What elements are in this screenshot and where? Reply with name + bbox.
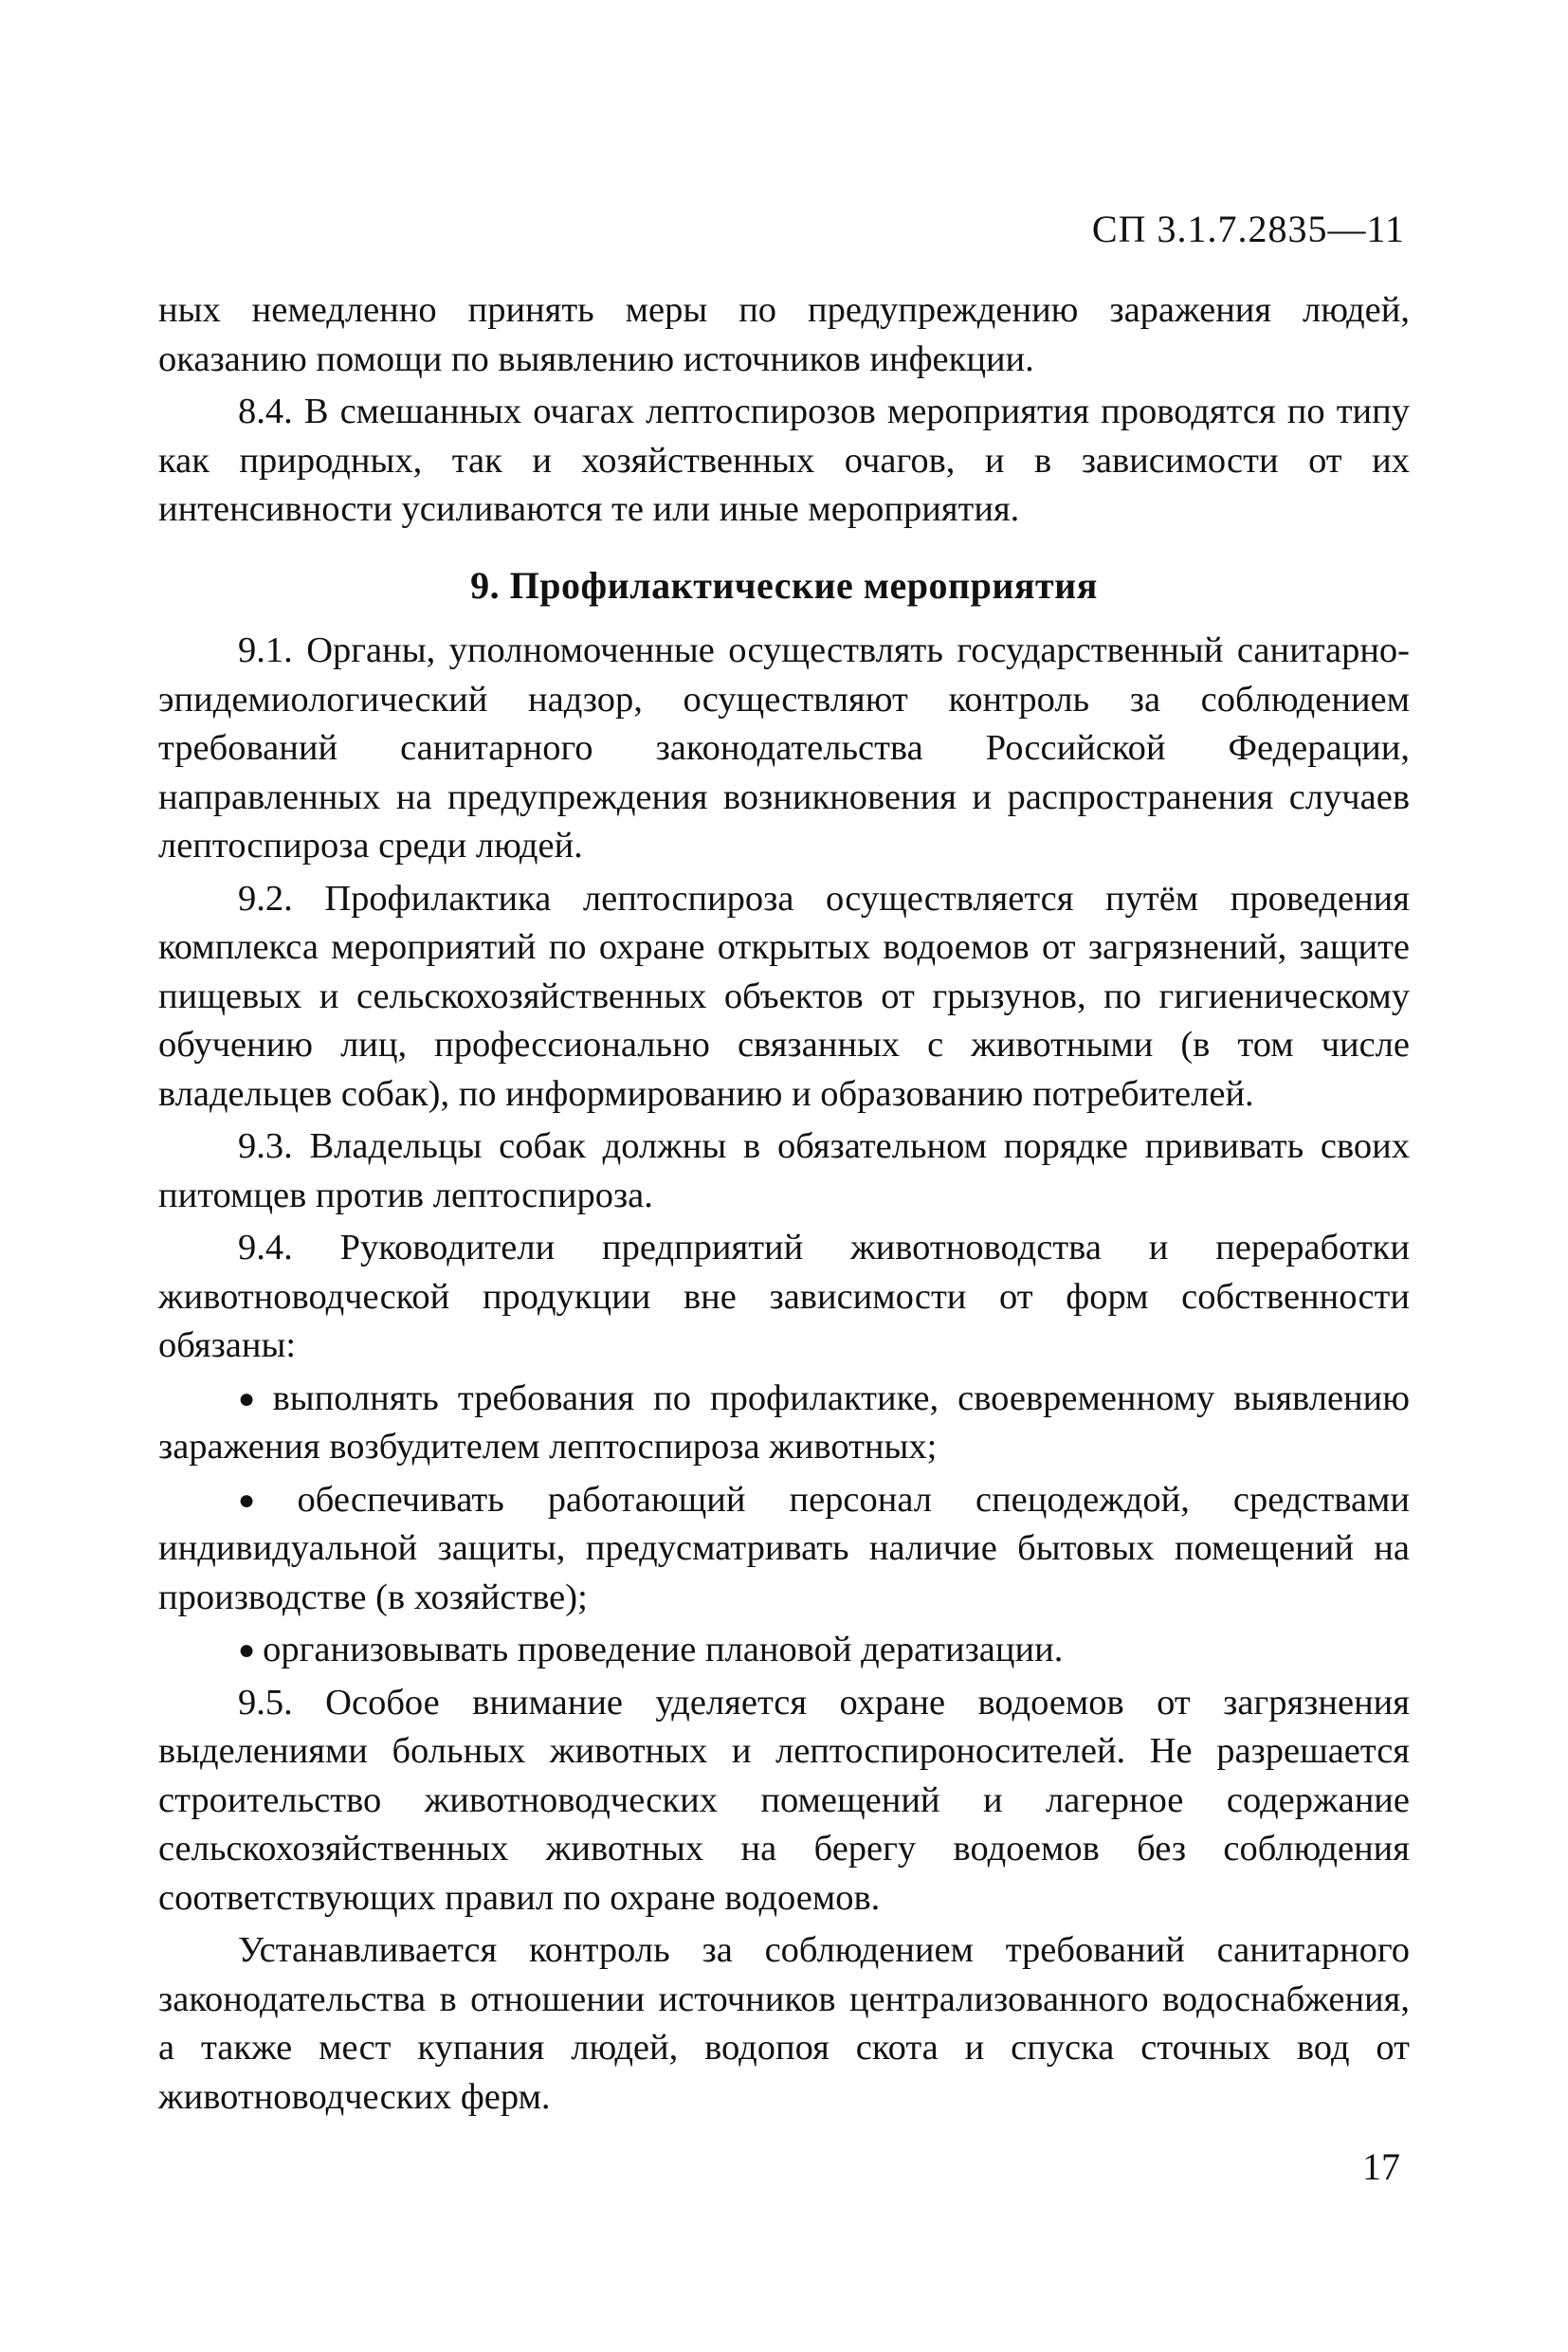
list-item [158,1375,1410,1472]
page-body [158,286,1410,2122]
list-item-text: обеспечивать работающий персонал спецодеждой, средствами индивидуальной защиты, предусматривать наличие бытовых помещений на производстве (в хозяйстве); [158,1479,1411,1617]
bullet-icon: ● [238,1634,256,1666]
paragraph-8-4: 8.4. В смешанных очагах лептоспирозов мероприятия проводятся по типу как природных, так и хозяйственных очагов, и в зависимости от их интенсивности усиливаются те или иные мероприятия. [158,392,1410,529]
paragraph-9-1: 9.1. Органы, уполномоченные осуществлять государственный санитарно-эпидемиологический надзор, осуществляют контроль за соблюдением требований санитарного законодательства Российской Федерации, направленных на предупреждения возникновения и распространения случаев лептоспироза среди людей. [158,630,1410,866]
paragraph-9-4: 9.4. Руководители предприятий животноводства и переработки животноводческой продукции вне зависимости от форм собственности обязаны: [158,1228,1410,1365]
list-item-text: организовывать проведение плановой дератизации. [263,1630,1064,1669]
page-number: 17 [1362,2145,1400,2188]
document-code: СП 3.1.7.2835—11 [1091,208,1405,250]
bullet-icon: ● [238,1382,265,1414]
paragraph-continuation: ных немедленно принять меры по предупреждению заражения людей, оказанию помощи по выявлению источников инфекции. [158,290,1410,379]
paragraph-9-3: 9.3. Владельцы собак должны в обязательном порядке прививать своих питомцев против лептоспироза. [158,1126,1410,1215]
list-item-text: выполнять требования по профилактике, своевременному выявлению заражения возбудителем лептоспироза животных; [158,1377,1410,1467]
list-item [158,1626,1410,1675]
paragraph-9-5: 9.5. Особое внимание уделяется охране водоемов от загрязнения выделениями больных животных и лептоспироносителей. Не разрешается строительство животноводческих помещений и лагерное содержание сельскохозяйственных животных на берегу водоемов без соблюдения соответствующих правил по охране водоемов. [158,1682,1410,1918]
list-item [158,1476,1410,1623]
section-heading: 9. Профилактические мероприятия [470,563,1098,607]
paragraph-9-2: 9.2. Профилактика лептоспироза осуществляется путём проведения комплекса мероприятий по охране открытых водоемов от загрязнений, защите пищевых и сельскохозяйственных объектов от грызунов, по гигиеническому обучению лиц, профессионально связанных с животными (в том числе владельцев собак), по информированию и образованию потребителей. [158,878,1410,1114]
paragraph-control: Устанавливается контроль за соблюдением требований санитарного законодательства в отношении источников централизованного водоснабжения, а также мест купания людей, водопоя скота и спуска сточных вод от животноводческих ферм. [158,1930,1410,2117]
bullet-icon: ● [238,1484,290,1516]
